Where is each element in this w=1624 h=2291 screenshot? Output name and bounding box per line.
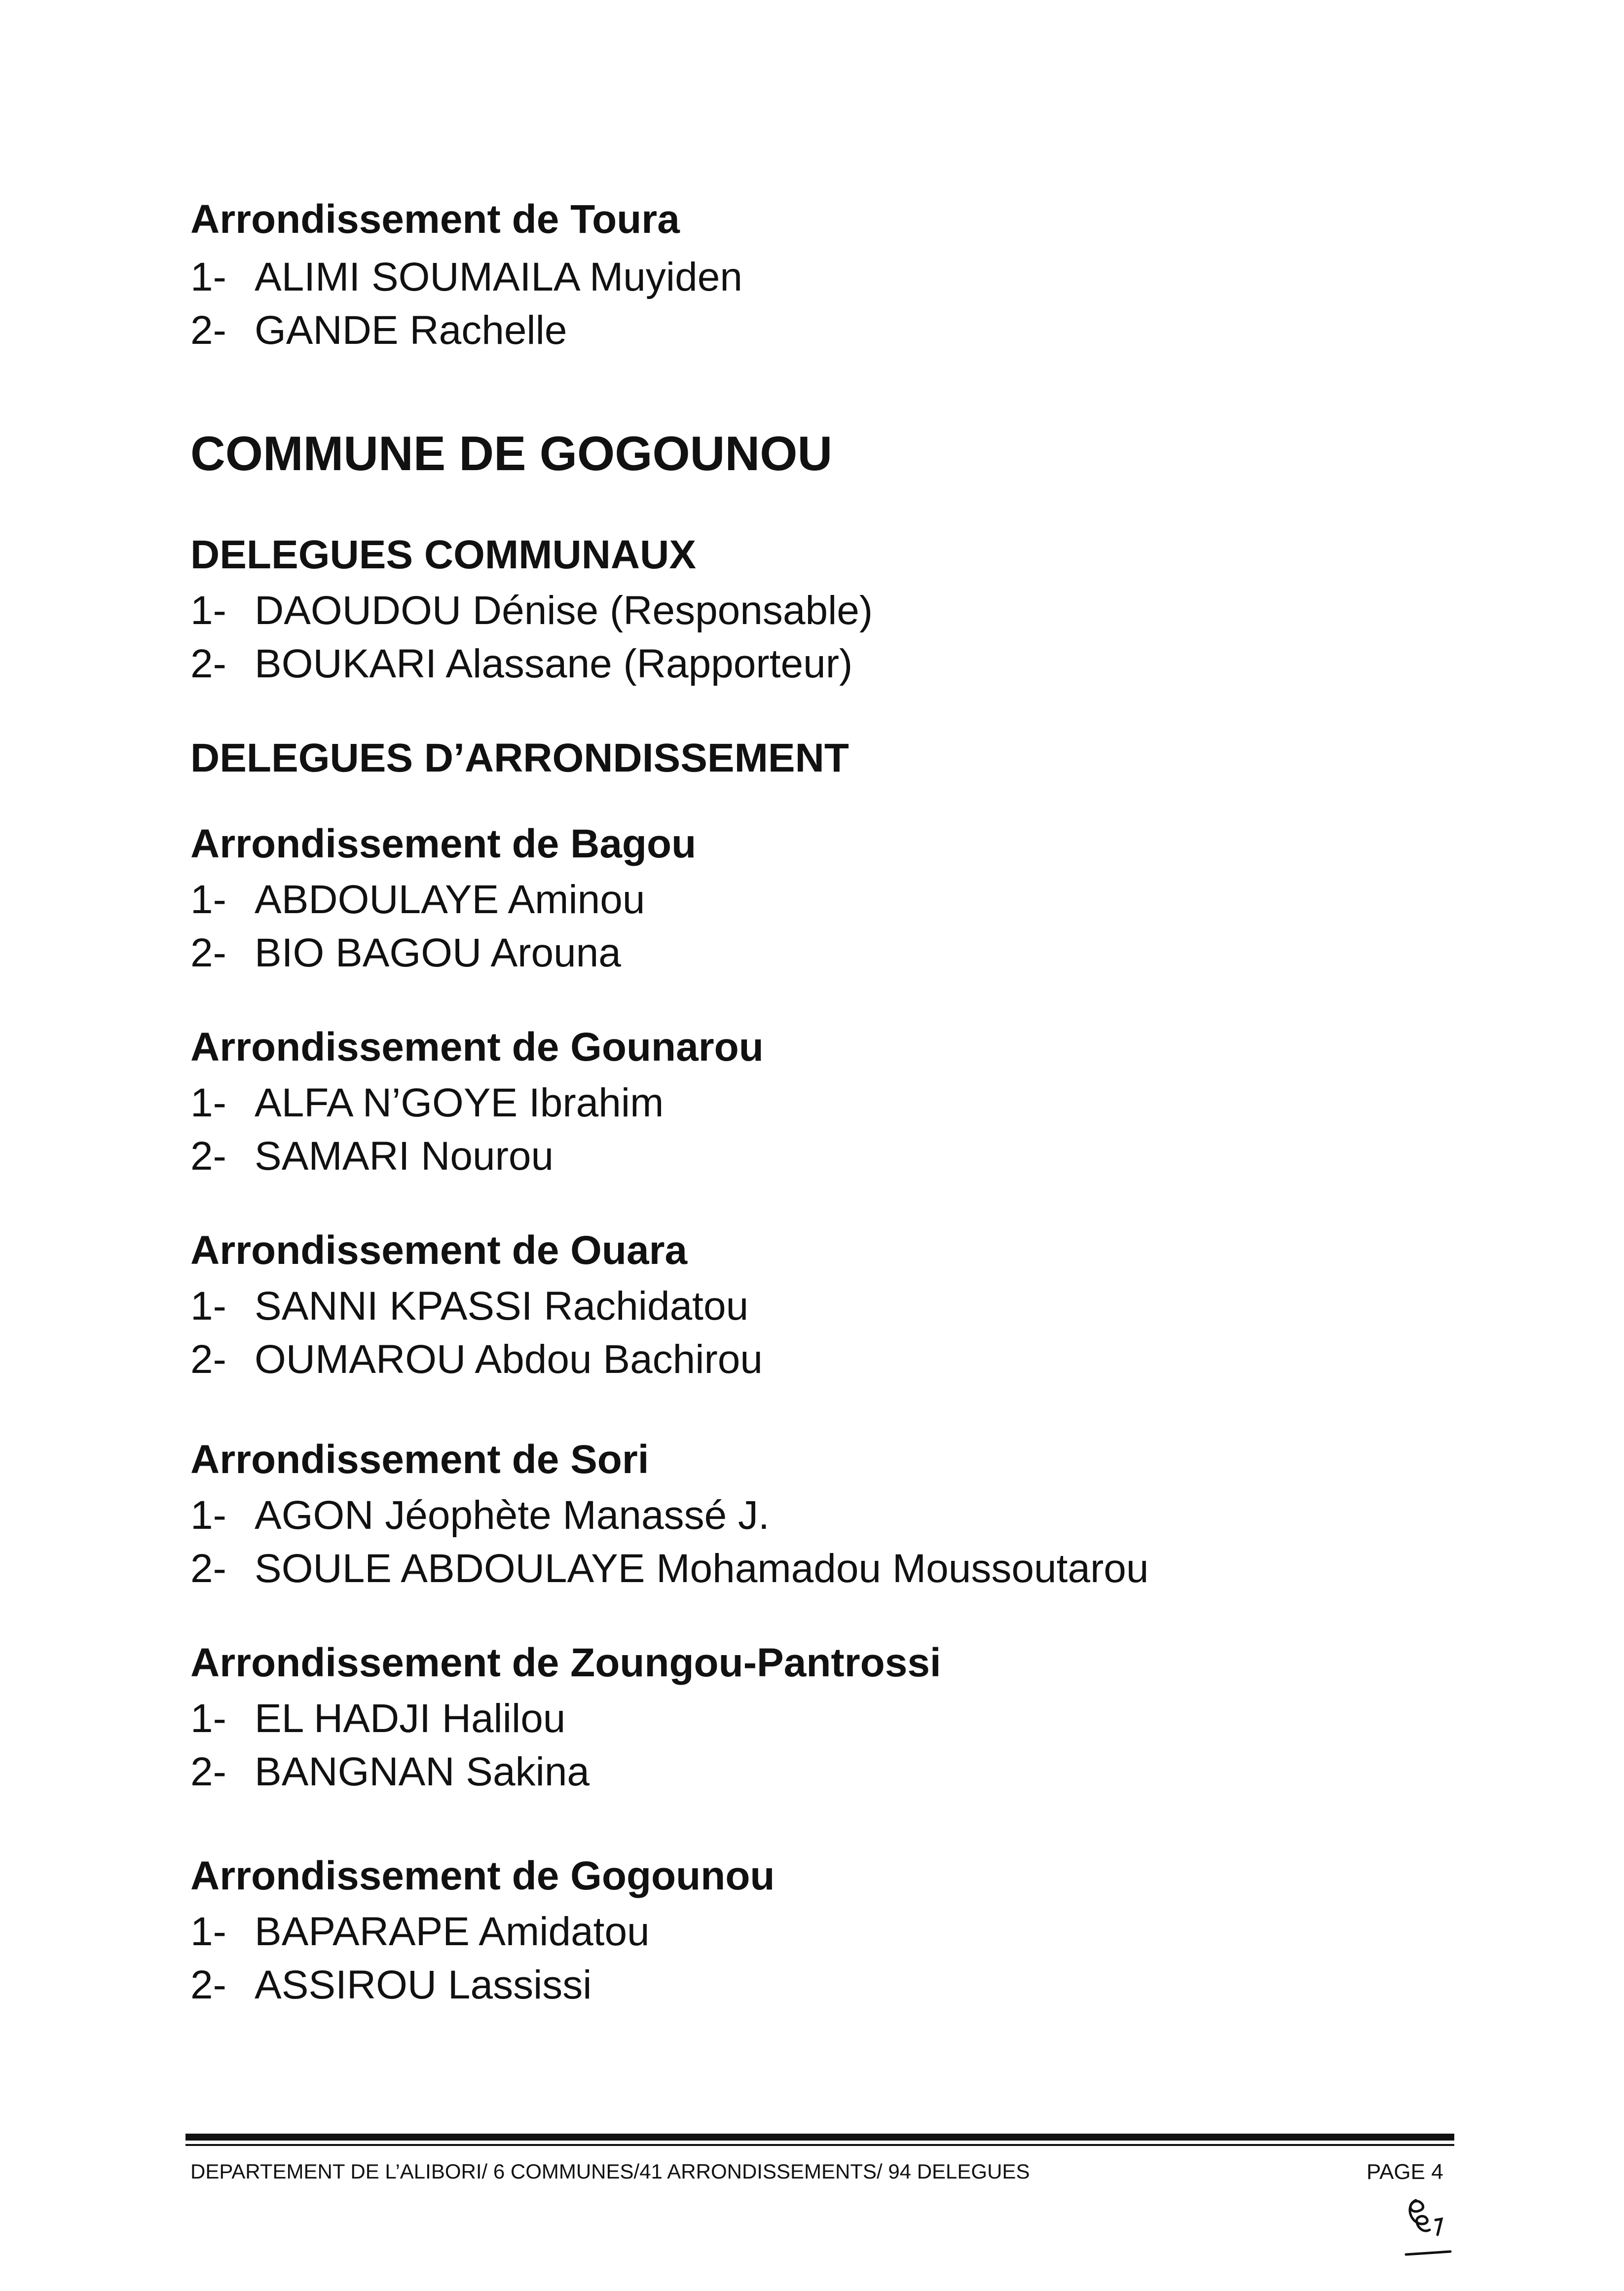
item-number: 1- bbox=[190, 1696, 226, 1741]
list-item bbox=[190, 1692, 941, 1745]
item-number: 1- bbox=[190, 1909, 226, 1954]
list-item bbox=[190, 304, 742, 357]
list-item bbox=[190, 584, 873, 637]
names-list bbox=[190, 1905, 775, 2012]
names-list bbox=[190, 251, 742, 357]
item-number: 2- bbox=[190, 1134, 226, 1179]
delegate-name: ALFA N’GOYE Ibrahim bbox=[255, 1080, 664, 1125]
list-item bbox=[190, 1542, 1149, 1595]
page-number: PAGE 4 bbox=[1366, 2160, 1443, 2184]
section-toura bbox=[190, 199, 742, 357]
delegate-name: DAOUDOU Dénise (Responsable) bbox=[255, 588, 873, 633]
delegate-name: OUMAROU Abdou Bachirou bbox=[255, 1337, 763, 1382]
list-item bbox=[190, 251, 742, 304]
delegate-name: ASSIROU Lassissi bbox=[255, 1962, 592, 2007]
item-number: 2- bbox=[190, 1546, 226, 1591]
arrondissement-heading bbox=[190, 821, 697, 866]
delegate-name: BAPARAPE Amidatou bbox=[255, 1909, 650, 1954]
item-number: 1- bbox=[190, 255, 226, 299]
delegate-name: SANNI KPASSI Rachidatou bbox=[255, 1284, 749, 1329]
footer-text: DEPARTEMENT DE L’ALIBORI/ 6 COMMUNES/41 ARRONDISSEMENTS/ 94 DELEGUES bbox=[190, 2160, 1030, 2183]
arrondissement-heading bbox=[190, 1230, 763, 1271]
names-list bbox=[190, 1280, 763, 1386]
list-item bbox=[190, 926, 696, 980]
names-list bbox=[190, 873, 696, 980]
names-list bbox=[190, 1489, 1149, 1595]
list-item bbox=[190, 1745, 941, 1799]
names-list bbox=[190, 584, 873, 691]
section-bagou bbox=[190, 821, 697, 980]
list-item bbox=[190, 637, 873, 691]
delegate-name: ALIMI SOUMAILA Muyiden bbox=[255, 255, 742, 299]
heading-label: Arrondissement bbox=[190, 197, 501, 242]
item-number: 1- bbox=[190, 1284, 226, 1329]
section-zoungou-pantrossi bbox=[190, 1640, 941, 1799]
list-item bbox=[190, 1333, 763, 1386]
heading-label: Arrondissement bbox=[190, 1228, 501, 1273]
delegate-name: GANDE Rachelle bbox=[255, 308, 567, 353]
arrondissement-heading bbox=[190, 1640, 941, 1685]
heading-name: de Gounarou bbox=[512, 1025, 764, 1070]
list-item bbox=[190, 1958, 775, 2012]
delegate-name: AGON Jéophète Manassé J. bbox=[255, 1493, 770, 1538]
list-item bbox=[190, 1280, 763, 1333]
item-number: 1- bbox=[190, 588, 226, 633]
heading-label: Arrondissement bbox=[190, 1025, 501, 1070]
item-number: 1- bbox=[190, 1493, 226, 1538]
item-number: 1- bbox=[190, 877, 226, 922]
section-ouara bbox=[190, 1230, 763, 1386]
item-number: 2- bbox=[190, 930, 226, 975]
delegues-arrondissement-heading: DELEGUES D’ARRONDISSEMENT bbox=[190, 736, 849, 780]
item-number: 2- bbox=[190, 308, 226, 353]
delegate-name: BOUKARI Alassane (Rapporteur) bbox=[255, 641, 853, 686]
section-delegues-communaux bbox=[190, 532, 873, 691]
heading-name: de Zoungou-Pantrossi bbox=[512, 1640, 941, 1685]
item-number: 2- bbox=[190, 1962, 226, 2007]
delegate-name: SOULE ABDOULAYE Mohamadou Moussoutarou bbox=[255, 1546, 1149, 1591]
commune-title: COMMUNE DE GOGOUNOU bbox=[190, 426, 833, 480]
delegate-name: BIO BAGOU Arouna bbox=[255, 930, 621, 975]
names-list bbox=[190, 1076, 764, 1183]
heading-name: de Bagou bbox=[512, 821, 697, 866]
heading-label: Arrondissement bbox=[190, 1853, 501, 1898]
list-item bbox=[190, 1076, 764, 1130]
heading-name: de Sori bbox=[512, 1437, 649, 1482]
heading-name: de Ouara bbox=[512, 1228, 688, 1273]
arrondissement-heading bbox=[190, 1853, 775, 1898]
delegate-name: EL HADJI Halilou bbox=[255, 1696, 566, 1741]
delegues-communaux-heading: DELEGUES COMMUNAUX bbox=[190, 532, 697, 577]
delegate-name: SAMARI Nourou bbox=[255, 1134, 554, 1179]
delegate-name: BANGNAN Sakina bbox=[255, 1749, 590, 1794]
list-item bbox=[190, 1489, 1149, 1542]
signature-icon bbox=[1396, 2190, 1455, 2264]
item-number: 2- bbox=[190, 1749, 226, 1794]
list-item bbox=[190, 873, 696, 926]
list-item bbox=[190, 1130, 764, 1183]
heading-label: Arrondissement bbox=[190, 1640, 501, 1685]
footer-divider-thin bbox=[185, 2144, 1454, 2146]
arrondissement-heading bbox=[190, 1027, 764, 1068]
arrondissement-heading bbox=[190, 1437, 1149, 1482]
names-list bbox=[190, 1692, 941, 1799]
heading-label: Arrondissement bbox=[190, 821, 501, 866]
heading-label: Arrondissement bbox=[190, 1437, 501, 1482]
delegate-name: ABDOULAYE Aminou bbox=[255, 877, 645, 922]
heading-name: de Toura bbox=[512, 197, 680, 242]
section-gounarou bbox=[190, 1027, 764, 1183]
list-item bbox=[190, 1905, 775, 1958]
heading-name: de Gogounou bbox=[512, 1853, 775, 1898]
section-sori bbox=[190, 1437, 1149, 1595]
item-number: 2- bbox=[190, 641, 226, 686]
arrondissement-heading bbox=[190, 199, 742, 240]
item-number: 1- bbox=[190, 1080, 226, 1125]
footer-divider-thick bbox=[185, 2134, 1454, 2141]
item-number: 2- bbox=[190, 1337, 226, 1382]
section-gogounou bbox=[190, 1853, 775, 2012]
